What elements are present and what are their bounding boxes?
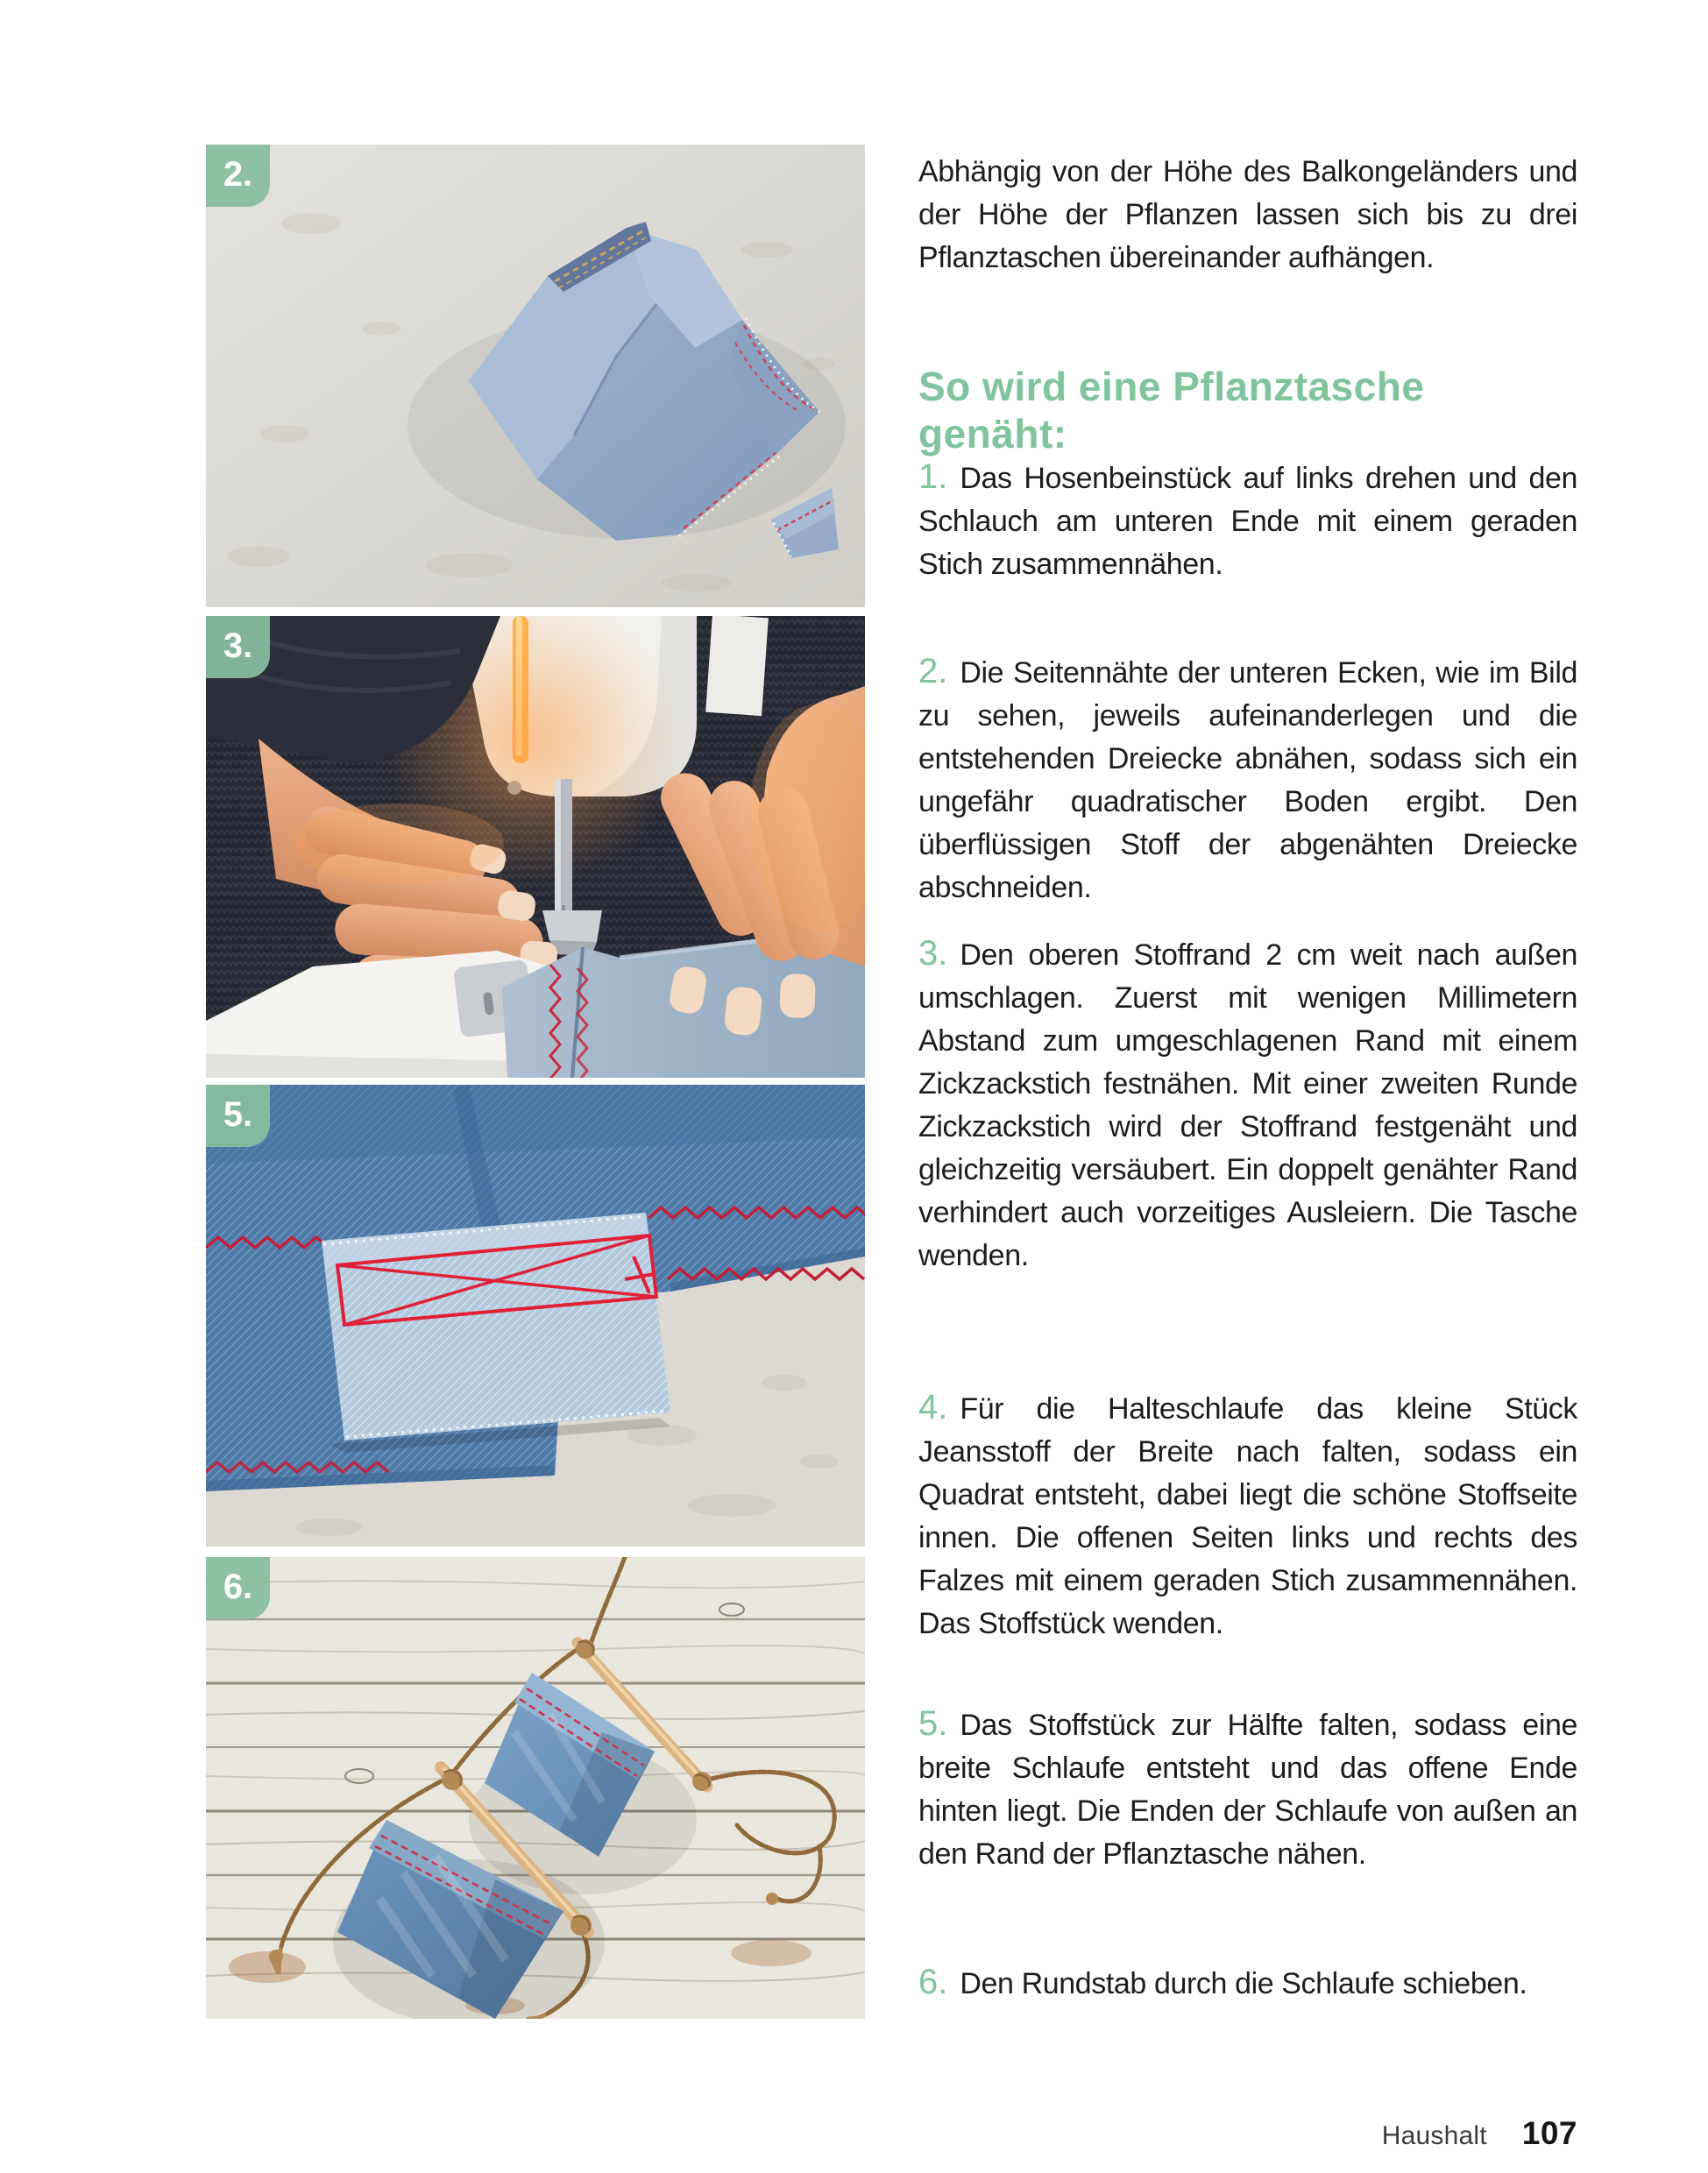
step-5 [918, 1702, 1577, 1876]
intro-paragraph: Abhängig von der Höhe des Balkongeländers und der Höhe der Pflanzen lassen sich bis zu drei Pflanztaschen übereinander aufhängen. [918, 155, 1577, 274]
step-text: Für die Halteschlaufe das kleine Stück Jeansstoff der Breite nach falten, sodass ein Quadrat entsteht, dabei liegt die schöne Stoffseite innen. Die offenen Seiten links und rechts des Falzes mit einem geraden Stich zusammennähen. Das Stoffstück wenden. [918, 1392, 1577, 1640]
step-1 [918, 456, 1577, 586]
step-text: Das Hosenbeinstück auf links drehen und den Schlauch am unteren Ende mit einem geraden Stich zusammennähen. [918, 462, 1577, 581]
page-number: 107 [1521, 2115, 1577, 2151]
loop-strip [322, 1213, 670, 1453]
jeans-piece-photo [206, 145, 865, 607]
step-number: 2. [918, 652, 948, 690]
step-3 [918, 932, 1577, 1278]
step-number: 1. [918, 457, 948, 496]
step-number: 5. [918, 1704, 948, 1743]
step-4 [918, 1386, 1577, 1646]
denim-zigzag-photo [206, 1085, 865, 1547]
page-footer [918, 2115, 1577, 2152]
photo-step-5 [206, 1085, 865, 1547]
section-heading: So wird eine Pflanztasche genäht: [918, 364, 1425, 457]
step-2 [918, 650, 1577, 910]
step-6 [918, 1961, 1577, 2006]
photo-step-3 [206, 616, 865, 1078]
photo-step-2 [206, 145, 865, 607]
step-text: Den Rundstab durch die Schlaufe schieben. [960, 1967, 1527, 2000]
step-text: Das Stoffstück zur Hälfte falten, sodass eine breite Schlaufe entsteht und das offene Ende hinten liegt. Die Enden der Schlaufe von außen an den Rand der Pflanztasche nähen. [918, 1709, 1577, 1871]
step-number: 3. [918, 934, 948, 973]
photo-badge: 3. [206, 616, 270, 678]
step-text: Die Seitennähte der unteren Ecken, wie im Bild zu sehen, jeweils aufeinanderlegen und die entstehenden Dreiecke abnähen, sodass sich ein ungefähr quadratischer Boden ergibt. Den überflüssigen Stoff der abgenähten Dreiecke abschneiden. [918, 656, 1577, 904]
step-text: Den oberen Stoffrand 2 cm weit nach außen umschlagen. Zuerst mit wenigen Millimetern Abstand zum umgeschlagenen Rand mit einem Zickzackstich festnähen. Mit einer zweiten Runde Zickzackstich wird der Stoffrand festgenäht und gleichzeitig versäubert. Ein doppelt genähter Rand verhindert auch vorzeitiges Ausleiern. Die Tasche wenden. [918, 938, 1577, 1272]
photo-step-6 [206, 1557, 865, 2019]
hanging-pockets-photo [206, 1557, 865, 2019]
photo-badge: 5. [206, 1085, 270, 1147]
photo-badge: 6. [206, 1557, 270, 1619]
photo-badge: 2. [206, 145, 270, 207]
chapter-label: Haushalt [1381, 2121, 1487, 2150]
step-number: 4. [918, 1388, 948, 1426]
sewing-machine-photo [206, 616, 865, 1078]
step-number: 6. [918, 1963, 948, 2001]
